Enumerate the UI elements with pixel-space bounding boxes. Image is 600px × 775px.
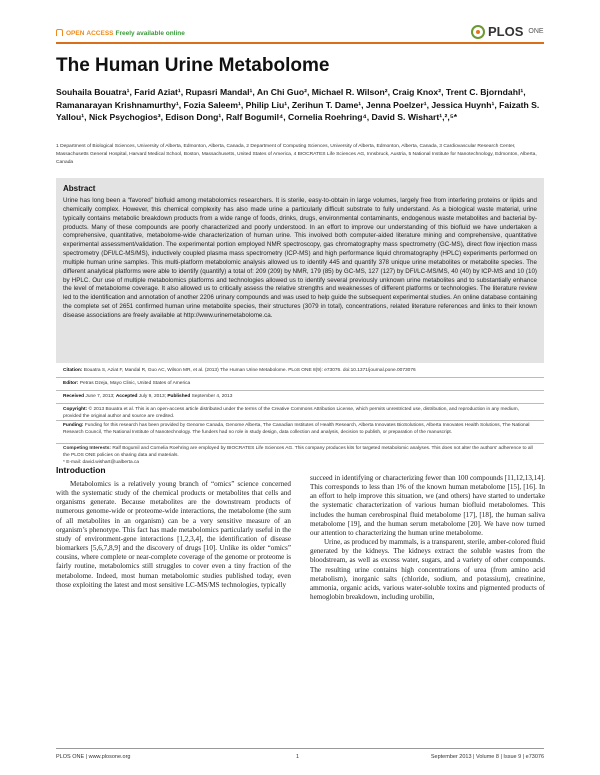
funding-text: Funding for this research has been provided by Genome Canada, Genome Alberta, The Canadian Institutes of Health Research, Alberta Innovates BioSolutions, Alberta Innovates Health Solutions, The National Research Council, The National Institute of Nanotechnology. The funders had no role in study design, data collection and analysis, decision to publish, or preparation of the manuscript. xyxy=(63,423,530,435)
open-label: OPEN xyxy=(66,30,85,37)
intro-column-right xyxy=(310,474,545,602)
copyright-label: Copyright: xyxy=(63,407,88,412)
introduction-heading: Introduction xyxy=(56,465,106,475)
editor-text: Petras Dzeja, Mayo Clinic, United States of America xyxy=(79,381,191,386)
intro-paragraph: succeed in identifying or characterizing fewer than 100 compounds [11,12,13,14]. This corresponds to less than 1% of the known human metabolome [15], [16]. In an effort to help improve this situation, we (and others) have started to undertake the systematic characterization of various human biofluid metabolomes. This includes the human cerebrospinal fluid metabolome [17], [18], the human saliva metabolome [19], and the human serum metabolome [20]. We have now turned our attention to characterizing the human urine metabolome. xyxy=(310,474,545,537)
accepted-date: July 9, 2013; xyxy=(138,394,166,399)
intro-column-left: Metabolomics is a relatively young branch of “omics” science concerned with the systematic study of the chemical products or metabolites that cells and organisms generate. Because metabolites are the downstream products of numerous genome-wide or proteome-wide interactions, the metabolome (the sum of all metabolites in an organism) can be a very sensitive measure of an organism’s phenotype. This fact has made metabolomics particularly useful in the study of environment-gene interactions [1,2,3,4], the identification of disease biomarkers [5,6,7,8,9] and the discovery of drugs [10]. Unlike its older “omics” cousins, where complete or near-complete coverage of the genome or proteome is fairly routine, metabolomics still struggles to cover even a tiny fraction of the metabolome. Indeed, most human metabolomic studies published today, even those exploiting the latest and most sensitive LC-MS/MS technologies, typically xyxy=(56,480,291,589)
funding-label: Funding: xyxy=(63,423,84,428)
header-rule xyxy=(56,42,544,44)
footer-issue: September 2013 | Volume 8 | Issue 9 | e73076 xyxy=(430,754,544,760)
copyright-text: © 2013 Bouatra et al. This is an open-access article distributed under the terms of the Creative Commons Attribution License, which permits unrestricted use, distribution, and reproduction in any medium, provided the original author and source are credited. xyxy=(63,407,519,419)
citation xyxy=(63,367,537,374)
article-title: The Human Urine Metabolome xyxy=(56,55,330,76)
copyright xyxy=(63,406,537,420)
published-date: September 4, 2013 xyxy=(191,394,233,399)
citation-label: Citation: xyxy=(63,368,83,373)
access-label: ACCESS xyxy=(86,30,114,37)
footer-journal: PLOS ONE | www.plosone.org xyxy=(56,754,131,760)
competing-label: Competing Interests: xyxy=(63,446,111,451)
author-list: Souhaila Bouatra¹, Farid Aziat¹, Rupasri Mandal¹, An Chi Guo², Michael R. Wilson², Craig Knox², Trent C. Bjorndahl¹, Ramanarayan Krishnamurthy¹, Fozia Saleem¹, Philip Liu¹, Zerihun T. Dame¹, Jenna Poelzer¹, Jessica Huynh¹, Faizath S. Yallou¹, Nick Psychogios³, Edison Dong¹, Ralf Bogumil⁴, Cornelia Roehring⁴, David S. Wishart¹,²,⁵* xyxy=(56,87,540,122)
editor-label: Editor: xyxy=(63,381,79,386)
meta-divider xyxy=(56,403,544,404)
journal-logo-text: PLOS xyxy=(488,24,524,39)
received-date: June 7, 2013; xyxy=(85,394,115,399)
corresponding-email: * E-mail: david.wishart@ualberta.ca xyxy=(63,460,140,465)
meta-divider xyxy=(56,377,544,378)
editor xyxy=(63,380,537,387)
journal-logo-suffix: ONE xyxy=(528,28,544,35)
received-label: Received xyxy=(63,394,85,399)
affiliations: 1 Department of Biological Sciences, University of Alberta, Edmonton, Alberta, Canada, 2 Department of Computing Sciences, University of Alberta, Edmonton, Alberta, Canada, 3 Cardiovascular Research Center, Massachusetts General Hospital, Harvard Medical School, Boston, Massachusetts, United States of America, 4 BIOCRATES Life Sciences AG, Innsbruck, Austria, 5 National Institute for Nanotechnology, Edmonton, Alberta, Canada xyxy=(56,144,537,165)
abstract-text: Urine has long been a “favored” biofluid among metabolomics researchers. It is sterile, easy-to-obtain in large volumes, largely free from interfering proteins or lipids and chemically complex. However, this chemical complexity has also made urine a particularly difficult substrate to fully understand. As a biological waste material, urine typically contains metabolic breakdown products from a wide range of foods, drinks, drugs, environmental contaminants, endogenous waste metabolites and bacterial by-products. Many of these compounds are poorly characterized and poorly understood. In an effort to improve our understanding of this biofluid we have undertaken a comprehensive, quantitative, metabolome-wide characterization of human urine. This involved both computer-aided literature mining and comprehensive, quantitative experimental assessment/validation. The experimental portion employed NMR spectroscopy, gas chromatography mass spectrometry (GC-MS), direct flow injection mass spectrometry (DFI/LC-MS/MS), inductively coupled plasma mass spectrometry (ICP-MS) and high performance liquid chromatography (HPLC) experiments performed on multiple human urine samples. This multi-platform metabolomic analysis allowed us to identify 445 and quantify 378 unique urine metabolites or metabolite species. The different analytical platforms were able to identify (quantify) a total of: 209 (209) by NMR, 179 (85) by GC-MS, 127 (127) by DFI/LC-MS/MS, 40 (40) by ICP-MS and 10 (10) by HPLC. Our use of multiple metabolomics platforms and technologies allowed us to identify several previously unknown urine metabolites and to substantially enhance the level of metabolome coverage. It also allowed us to critically assess the relative strengths and weaknesses of different platforms or technologies. The literature review led to the identification and annotation of another 2206 urinary compounds and was used to help guide the subsequent experimental studies. An online database containing the complete set of 2651 confirmed human urine metabolite species, their structures (3079 in total), concentrations, related literature references and links to their known disease associations are freely available at http://www.urinemetabolome.ca. xyxy=(63,197,537,319)
lock-icon xyxy=(56,29,63,36)
open-access-badge xyxy=(56,30,185,37)
funding xyxy=(63,422,537,436)
journal-logo xyxy=(471,24,544,39)
meta-divider xyxy=(56,443,544,444)
page-number: 1 xyxy=(296,754,300,760)
dates xyxy=(63,393,537,400)
freely-available-label: Freely available online xyxy=(115,30,185,37)
meta-divider xyxy=(56,390,544,391)
meta-divider xyxy=(56,420,544,421)
competing-interests-block xyxy=(63,445,537,459)
plos-logo-icon xyxy=(471,25,485,39)
published-label: Published xyxy=(167,394,191,399)
abstract-heading: Abstract xyxy=(63,184,96,193)
citation-text: Bouatra S, Aziat F, Mandal R, Guo AC, Wilson MR, et al. (2013) The Human Urine Metabolome. PLoS ONE 8(9): e73076. doi:10.1371/journal.pone.0073076 xyxy=(83,368,416,373)
accepted-label: Accepted xyxy=(115,394,138,399)
footer-rule xyxy=(56,748,544,749)
competing-text: Ralf Bogumil and Cornelia Roehring are employed by BIOCRATES Life Sciences AG. This company produces kits for targeted metabolomic analyses. This does not alter the authors' adherence to all the PLOS ONE policies on sharing data and materials. xyxy=(63,446,533,458)
intro-paragraph: Urine, as produced by mammals, is a transparent, sterile, amber-colored fluid generated by the kidneys. The kidneys extract the soluble wastes from the bloodstream, as well as excess water, sugars, and a variety of other compounds. The resulting urine contains high concentrations of urea (from amino acid metabolism), inorganic salts (chloride, sodium, and potassium), creatinine, ammonia, organic acids, various water-soluble toxins and pigmented products of hemoglobin breakdown, including urobilin, xyxy=(310,538,545,602)
